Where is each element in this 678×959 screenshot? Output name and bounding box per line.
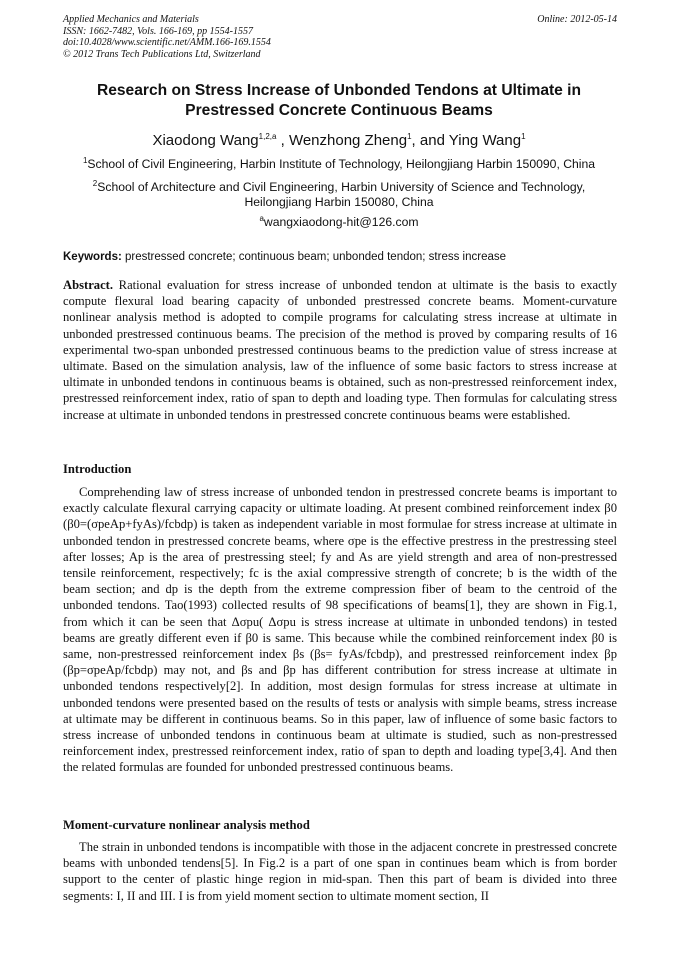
affiliation-1-text: School of Civil Engineering, Harbin Institute of Technology, Heilongjiang Harbin 150090, China xyxy=(87,157,596,171)
affiliation-1-mark: 1 xyxy=(82,155,88,165)
keywords-text: prestressed concrete; continuous beam; unbonded tendon; stress increase xyxy=(121,251,507,263)
author-3-name: , and Ying Wang xyxy=(411,132,522,149)
affiliation-2-text: School of Architecture and Civil Engineering, Harbin University of Science and Technology, Heilongjiang Harbin 150080, China xyxy=(97,180,586,209)
affiliation-2-mark: 2 xyxy=(92,178,98,188)
journal-header xyxy=(63,14,617,60)
keywords-label: Keywords: xyxy=(63,251,122,263)
paper-title: Research on Stress Increase of Unbonded Tendons at Ultimate in Prestressed Concrete Continuous Beams xyxy=(96,82,582,119)
author-1-affil-mark: 1,2,a xyxy=(258,132,277,141)
email-mark: a xyxy=(259,213,264,223)
abstract-text: Rational evaluation for stress increase of unbonded tendon at ultimate is the basis to exactly compute flexural load bearing capacity of unbonded prestressed concrete beams. Moment-curvature nonlinear analysis method is adopted to compile programs for calculating stress increase at ultimate in unbonded prestressed continuous beams. The precision of the method is proved by comparing results of 16 experimental two-span unbonded prestressed continuous beams to the prediction value of stress increase at ultimate. Based on the simulation analysis, law of the influence of some basic factors to stress increase at ultimate in unbonded tendons in continuous beams is obtained, such as non-prestressed reinforcement index, prestressed reinforcement index, ratio of span to depth and loading type. Then formulas for calculating stress increase at ultimate in unbonded tendons in prestressed concrete continuous beams were established. xyxy=(63,278,617,422)
section-heading-introduction: Introduction xyxy=(63,462,132,476)
author-list xyxy=(60,131,618,150)
journal-name: Applied Mechanics and Materials xyxy=(63,14,199,25)
email-text: wangxiaodong-hit@126.com xyxy=(263,215,419,229)
abstract-label: Abstract. xyxy=(63,278,114,292)
introduction-paragraph: Comprehending law of stress increase of unbonded tendon in prestressed concrete beams is important to exactly calculate flexural carrying capacity or ultimate loading. At present combined reinforcement index β0 (β0=(σpeAp+fyAs)/fcbdp) is taken as independent variable in most formulae for stress increase at ultimate in unbonded tendon in prestressed concrete beams, where σpe is the effective prestress in the prestressing steel after losses; Ap is the area of prestressing steel; fy and As are yield strength and area of non-prestressed tensile reinforcement, respectively; fc is the axial compressive strength of concrete; b is the width of the beam section; and dp is the depth from the extreme compression fiber of beam to the centroid of the unbonded tendons. Tao(1993) collected results of 98 specifications of beams[1], they are shown in Fig.1, from which it can be seen that Δσpu( Δσpu is stress increase at ultimate in unbonded tendons) in tested beams are greatly different even if β0 is same. This because while the combined reinforcement index β0 is same, non-prestressed reinforcement index βs (βs= fyAs/fcbdp), and prestressed reinforcement index βp (βp=σpeAp/fcbdp) may not, and βs and βp has different contribution for stress increase at ultimate in unbonded tendons respectively[2]. In addition, most design formulas for stress increase at ultimate in unbonded tendons were presented based on the results of tests or analysis with simple beams, stress increase at ultimate may be different in continuous beams. So in this paper, law of influence of some basic factors to stress increase of unbonded tendons in continuous beam at ultimate is studied, such as non-prestressed reinforcement index, prestressed reinforcement index, ratio of span to depth and loading type[3,4]. And then the related formulas are founded for unbonded prestressed continuous beams. xyxy=(63,485,617,775)
corresponding-email xyxy=(60,215,618,230)
affiliation-1 xyxy=(60,157,618,172)
journal-copyright: © 2012 Trans Tech Publications Ltd, Switzerland xyxy=(63,48,261,60)
author-3-affil-mark: 1 xyxy=(521,132,526,141)
affiliation-2 xyxy=(60,180,618,210)
journal-issn: ISSN: 1662-7482, Vols. 166-169, pp 1554-1557 xyxy=(63,25,253,37)
author-2-name: , Wenzhong Zheng xyxy=(276,132,408,149)
keywords xyxy=(63,250,617,265)
section-heading-moment-curvature: Moment-curvature nonlinear analysis method xyxy=(63,818,310,832)
moment-curvature-paragraph: The strain in unbonded tendons is incompatible with those in the adjacent concrete in prestressed concrete beams with unbonded tendens[5]. In Fig.2 is a part of one span in continues beam which is from border support to the center of plastic hinge region in mid-span. Then this part of beam is divided into three segments: I, II and III. I is from yield moment section to ultimate moment section, II xyxy=(63,840,617,903)
journal-doi: doi:10.4028/www.scientific.net/AMM.166-169.1554 xyxy=(63,37,271,48)
online-date: Online: 2012-05-14 xyxy=(537,14,617,25)
author-1-name: Xiaodong Wang xyxy=(152,132,259,149)
author-2-affil-mark: 1 xyxy=(407,132,412,141)
abstract xyxy=(63,277,617,423)
